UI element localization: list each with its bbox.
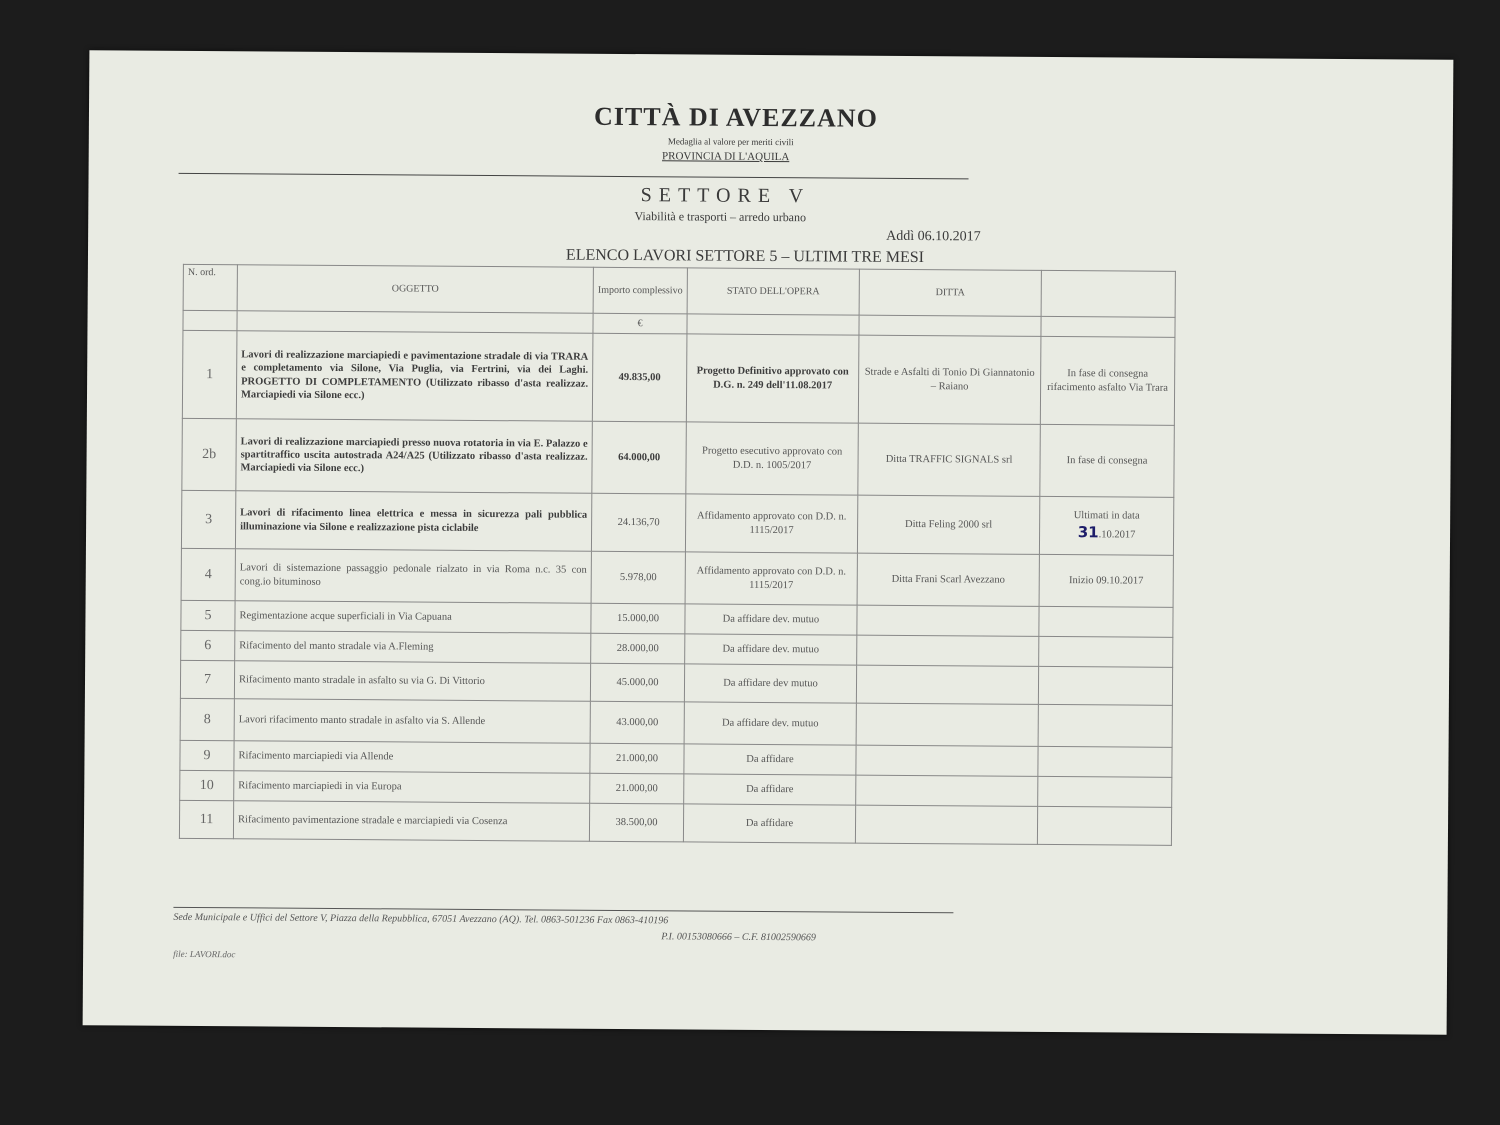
row-oggetto: Rifacimento pavimentazione stradale e marciapiedi via Cosenza — [233, 801, 589, 841]
handwritten-day: 31 — [1077, 522, 1099, 541]
row-importo: 45.000,00 — [590, 663, 684, 702]
row-importo: 43.000,00 — [590, 701, 684, 744]
row-oggetto: Lavori di realizzazione marciapiedi presso nuova rotatoria in via E. Palazzo e spartitraffico uscita autostrada A24/A25 (Utilizzato ribasso d'asta realizzaz. Marciapiedi via Silone ecc.) — [236, 419, 592, 493]
row-oggetto: Lavori rifacimento manto stradale in asfalto via S. Allende — [234, 699, 590, 743]
row-importo: 28.000,00 — [591, 633, 685, 664]
row-ditta: Ditta Frani Scarl Avezzano — [857, 553, 1039, 606]
list-title: ELENCO LAVORI SETTORE 5 – ULTIMI TRE MESI — [565, 246, 925, 267]
row-note — [1038, 746, 1172, 777]
row-stato: Da affidare dev. mutuo — [685, 634, 857, 665]
row-stato: Da affidare dev mutuo — [684, 664, 856, 703]
unit-cell — [1041, 316, 1175, 337]
file-name: file: LAVORI.doc — [173, 948, 236, 960]
note-text: Ultimati in data — [1073, 510, 1140, 522]
footer-address: Sede Municipale e Uffici del Settore V, Piazza della Repubblica, 67051 Avezzano (AQ). Tel. 0863-501236 Fax 0863-410196 — [173, 911, 669, 927]
row-number: 5 — [181, 600, 235, 630]
table-row — [182, 330, 1175, 425]
header-rule — [179, 173, 969, 180]
row-importo: 38.500,00 — [589, 803, 683, 842]
row-note — [1038, 776, 1172, 807]
row-number: 7 — [180, 660, 234, 698]
row-importo: 24.136,70 — [591, 493, 685, 552]
row-stato: Progetto esecutivo approvato con D.D. n. 1005/2017 — [686, 422, 858, 495]
row-importo: 21.000,00 — [590, 773, 684, 804]
table-row — [181, 490, 1173, 555]
header-note — [1041, 270, 1175, 317]
header-oggetto: OGGETTO — [237, 265, 593, 313]
row-importo: 49.835,00 — [592, 333, 687, 422]
row-number: 1 — [182, 330, 237, 418]
document-page — [83, 50, 1454, 1034]
row-ditta — [857, 605, 1039, 636]
unit-cell — [183, 310, 237, 330]
city-title: CITTÀ DI AVEZZANO — [593, 101, 878, 133]
row-oggetto: Rifacimento manto stradale in asfalto su via G. Di Vittorio — [234, 661, 590, 701]
row-oggetto: Rifacimento marciapiedi via Allende — [234, 741, 590, 773]
province-label: PROVINCIA DI L'AQUILA — [662, 150, 790, 164]
row-note: Inizio 09.10.2017 — [1039, 554, 1173, 607]
row-number: 10 — [180, 770, 234, 800]
row-ditta — [855, 805, 1037, 844]
row-note — [1039, 606, 1173, 637]
row-ditta — [856, 775, 1038, 806]
note-date-tail: .10.2017 — [1098, 528, 1136, 541]
medal-subtitle: Medaglia al valore per meriti civili — [667, 136, 794, 148]
row-oggetto: Lavori di rifacimento linea elettrica e messa in sicurezza pali pubblica illuminazione via Silone e realizzazione pista ciclabile — [235, 491, 591, 551]
table-row — [179, 800, 1171, 845]
header-importo: Importo complessivo — [593, 267, 687, 314]
row-note — [1039, 496, 1173, 555]
row-stato: Da affidare — [684, 744, 856, 775]
header-ditta: DITTA — [859, 269, 1041, 316]
row-stato: Affidamento approvato con D.D. n. 1115/2017 — [685, 552, 857, 605]
row-number: 4 — [181, 548, 235, 600]
table-row — [182, 418, 1174, 497]
row-ditta: Ditta TRAFFIC SIGNALS srl — [858, 423, 1040, 496]
row-number: 11 — [179, 800, 233, 838]
row-number: 9 — [180, 740, 234, 770]
row-ditta — [857, 635, 1039, 666]
sector-subtitle: Viabilità e trasporti – arredo urbano — [634, 209, 807, 225]
footer-tax-ids: P.I. 00153080666 – C.F. 81002590669 — [661, 931, 816, 944]
row-number: 6 — [181, 630, 235, 660]
row-stato: Da affidare dev. mutuo — [685, 604, 857, 635]
row-stato: Affidamento approvato con D.D. n. 1115/2017 — [685, 494, 857, 553]
row-stato: Da affidare — [683, 804, 855, 843]
row-note — [1037, 806, 1171, 845]
row-note — [1038, 666, 1172, 705]
row-note — [1038, 704, 1172, 747]
row-oggetto: Rifacimento del manto stradale via A.Fleming — [235, 631, 591, 663]
row-note: In fase di consegna — [1040, 424, 1174, 497]
row-importo: 21.000,00 — [590, 743, 684, 774]
row-number: 2b — [182, 418, 237, 490]
row-importo: 64.000,00 — [592, 421, 687, 494]
currency-label: € — [593, 313, 687, 334]
unit-cell — [859, 315, 1041, 336]
sector-title: SETTORE V — [640, 184, 811, 208]
row-ditta — [856, 665, 1038, 704]
table-row — [181, 548, 1173, 607]
unit-cell — [687, 314, 859, 335]
row-note: In fase di consegna rifacimento asfalto Via Trara — [1040, 336, 1175, 425]
row-ditta: Strade e Asfalti di Tonio Di Giannatonio – Raiano — [858, 335, 1041, 424]
row-importo: 5.978,00 — [591, 551, 685, 604]
row-number: 3 — [181, 490, 235, 548]
row-note — [1039, 636, 1173, 667]
header-stato: STATO DELL'OPERA — [687, 268, 859, 315]
header-n: N. ord. — [183, 264, 237, 310]
row-number: 8 — [180, 698, 234, 740]
row-stato: Da affidare dev. mutuo — [684, 702, 856, 745]
row-oggetto: Lavori di realizzazione marciapiedi e pavimentazione stradale di via TRARA e completamento via Silone, Via Puglia, via Fertrini, via dei Laghi. PROGETTO DI COMPLETAMENTO (Utilizzato ribasso d'asta realizzaz. Marciapiedi via Silone ecc.) — [236, 331, 593, 421]
row-ditta — [856, 703, 1038, 746]
document-date: Addì 06.10.2017 — [886, 228, 981, 245]
row-importo: 15.000,00 — [591, 603, 685, 634]
table-row — [180, 698, 1172, 747]
row-ditta: Ditta Feling 2000 srl — [857, 495, 1039, 554]
row-oggetto: Rifacimento marciapiedi in via Europa — [234, 771, 590, 803]
row-oggetto: Lavori di sistemazione passaggio pedonale rialzato in via Roma n.c. 35 con cong.io bituminoso — [235, 549, 591, 603]
row-ditta — [856, 745, 1038, 776]
row-stato: Progetto Definitivo approvato con D.G. n. 249 dell'11.08.2017 — [686, 334, 859, 423]
row-stato: Da affidare — [684, 774, 856, 805]
unit-cell — [237, 311, 593, 333]
works-table — [179, 264, 1176, 846]
row-oggetto: Regimentazione acque superficiali in Via Capuana — [235, 601, 591, 633]
